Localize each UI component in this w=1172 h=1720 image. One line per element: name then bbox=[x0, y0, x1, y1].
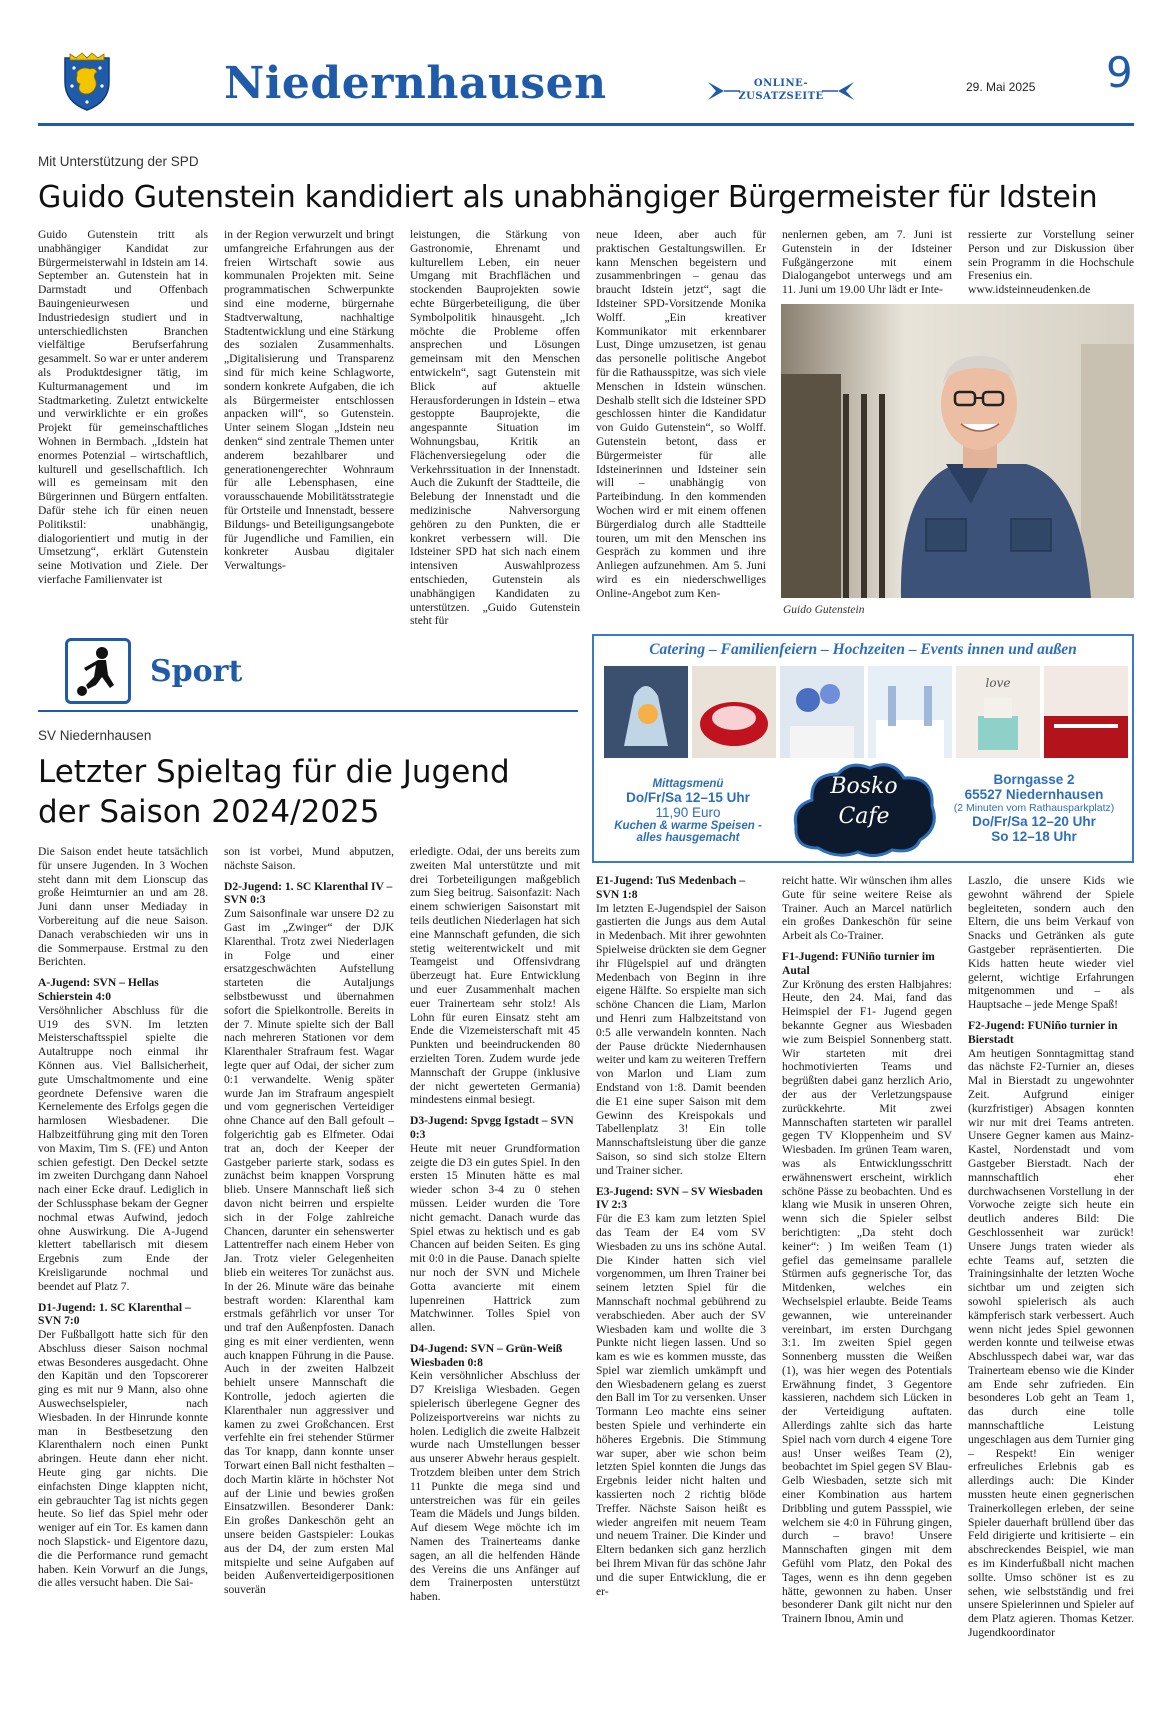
sport-column-3: erledigte. Odai, der uns bereits zum zweiten Mal unterstützte und mit drei Torbeteiligungen maßgeblich zum Sieg beitrug. Saisonfazit: Nach einem schwierigen Saisonstart mit teils deutlichen Niederlagen hat sich eine Mannschaft gefunden, die sich stetig weiterentwickelt und mit Teamgeist und Offensivdrang überzeugt hat. Eure Entwicklung und euer Zusammenhalt machen euer Trainerteam sehr stolz! Als Lohn für euren Einsatz steht am Ende die Vizemeisterschaft mit 45 Punkten und beeindruckenden 80 erzielten Toren. Zudem wurde jede Mannschaft der Gruppe (inklusive der nicht gewerteten Germania) mindestens einmal besiegt. D3-Jugend: Spvgg Igstadt – SVN 0:3 Heute mit neuer Grundformation zeigte die D3 ein gutes Spiel. In den ersten 15 Minuten hätte es mal wieder schon 3-4 zu 0 stehen müssen. Leider wurden die Tore nicht gemacht. Danach wurde das Spiel etwas zu hektisch und es gab Chancen auf beiden Seiten. Es ging mit 0:0 in die Pause. Danach spielte nur noch der SVN und Michele Gotta avancierte mit einem lupenreinen Hattrick zum Matchwinner. Tolles Spiel von allen. D4-Jugend: SVN – Grün-Weiß Wiesbaden 0:8 Kein versöhnlicher Abschluss der D7 Kreisliga Wiesbaden. Gegen spielerisch überlegene Gegner des Polizeisportvereins war nichts zu holen. Lediglich die zweite Halbzeit wurde nach Umstellungen besser aus unserer Abwehr heraus gespielt. Trotzdem bleiben unter dem Strich 11 Punkte die mega sind und unterstreichen was für ein geiles Team die Mädels und Jungs bilden. Auf diesem Wege möchte ich im Namen des Trainerteams danke sagen, an all die helfenden Hände des Vereins die uns Anfänger auf dem Trainerposten unterstützt haben. bbox=[410, 845, 580, 1604]
article-column-2: in der Region verwurzelt und bringt umfangreiche Erfahrungen aus der freien Wirtschaft sowie aus kommunalen Projekten mit. Seine programmatischen Schwerpunkte sind eine moderne, bürgernahe Stadtverwaltung, nachhaltige Stadtentwicklung und eine Stärkung des sozialen Zusammenhalts. „Digitalisierung und Transparenz sind für mich keine Schlagworte, sondern konkrete Aufgaben, die ich als Bürgermeister entschlossen anpacken will“, so Gutenstein. Unter seinem Slogan „Idstein neu denken“ sind zentrale Themen unter anderem bezahlbarer und generationengerechter Wohnraum für alle Lebensphasen, eine vorausschauende Mobilitätsstrategie für Ortsteile und Innenstadt, bessere Bildungs- und Beteiligungsangebote für Jugendliche und Familien, ein konkreter Ausbau digitaler Verwaltungs- bbox=[224, 228, 394, 573]
article-column-5: nenlernen geben, am 7. Juni ist Gutenstein in der Idsteiner Fußgängerzone mit einem Dialogangebot unterwegs und am 11. Juni um 19.00 Uhr lädt er Inte- bbox=[782, 228, 952, 297]
sport-column-6: Laszlo, die unsere Kids wie gewohnt während der Spiele begleiteten, sondern auch den Eltern, die uns beim Verkauf von Snacks und Getränken als gute Gastgeber repräsentierten. Die Kids hatten heute wieder viel gelernt, wichtige Erfahrungen mitgenommen und – als Hauptsache – jede Menge Spaß! F2-Jugend: FUNiño turnier in Bierstadt Am heutigen Sonntagmittag stand das nächste F2-Turnier an, dieses Mal in Bierstadt zu ungewohnter Zeit. Aufgrund einiger (kurzfristiger) Absagen konnten wir nur mit drei Teams antreten. Unsere Gegner kamen aus Mainz-Kastel, Nordenstadt und vom Gastgeber Bierstadt. Nach der mannschaftlich eher durchwachsenen Vorstellung in der Vorwoche zeigte sich heute ein deutlich anderes Bild: Die Geschlossenheit war zurück! Unsere Jungs traten wieder als echte Teams auf, setzten die Trainingsinhalte der letzten Woche sichtbar um und zeigten sich sowohl spielerisch als auch kämpferisch stark verbessert. Auch wenn nicht jedes Spiel gewonnen werden konnte und teilweise etwas Abschlusspech dabei war, war das Trainerteam ebenso wie die Kinder am Ende sehr zufrieden. Ein besonderes Lob geht an Team 1, das durch eine tolle mannschaftliche Leistung ungeschlagen aus dem Turnier ging – Respekt! Ein weniger erfreuliches Erlebnis gab es allerdings auch: Die Kinder mussten heute einen gegnerischen Trainerkollegen erleben, der seine Spieler dauerhaft brüllend über das Feld dirigierte und kritisierte – ein abschreckendes Beispiel, wie man es im Kinderfußball nicht machen sollte. Umso schöner ist es zu sehen, wie selbstständig und frei unsere Spielerinnen und Spieler auf dem Platz agieren. Thomas Ketzer. Jugendkoordinator bbox=[968, 874, 1134, 1640]
match-heading: A-Jugend: SVN – Hellas Schierstein 4:0 bbox=[38, 976, 159, 1003]
table-setting-photo bbox=[868, 666, 952, 758]
match-heading: D4-Jugend: SVN – Grün-Weiß Wiesbaden 0:8 bbox=[410, 1341, 563, 1369]
match-heading: F2-Jugend: FUNiño turnier in Bierstadt bbox=[968, 1018, 1118, 1046]
sport-section-title: Sport bbox=[150, 654, 243, 689]
bosko-cafe-logo bbox=[788, 756, 940, 860]
cafe-address: Borngasse 2 65527 Niedernhausen (2 Minuten vom Rathausparkplatz) Do/Fr/Sa 12–20 Uhr So 12–18 Uhr bbox=[953, 772, 1115, 844]
sport-column-2: son ist vorbei, Mund abputzen, nächste Saison. D2-Jugend: 1. SC Klarenthal IV – SVN 0:3 Zum Saisonfinale war unsere D2 zu Gast im „Zwinger“ der DJK Klarenthal. Trotz zwei Niederlagen in Folge und einer ersatzgeschwächten Aufstellung starteten die Autaljungs selbstbewusst und übernahmen sofort die Spielkontrolle. Bereits in der 7. Minute spielte sich der Ball nach mehreren Stationen vor dem Klarenthaler Strafraum fest. Wagar legte quer auf Odai, der sicher zum 0:1 verwandelte. Wenig später wurde Jan im Strafraum angespielt und vom gegnerischen Verteidiger ohne Chance auf den Ball gefoult – folgerichtig gab es Elfmeter. Odai trat an, doch der Keeper der Gastgeber parierte stark, sodass es zunächst beim knappen Vorsprung blieb. Unsere Mannschaft ließ sich davon nicht beirren und erspielte sich in der Folge zahlreiche Chancen, darunter ein sehenswerter Lattentreffer nach einem Heber von Jan. Trotz vieler Gelegenheiten blieb ein weiteres Tor zunächst aus. In der 26. Minute wäre das beinahe bestraft worden: Klarenthal kam erstmals gefährlich vor unser Tor und traf den Außenpfosten. Danach ging es mit einer verdienten, wenn auch knappen Führung in die Pause. Auch in der zweiten Halbzeit behielt unsere Mannschaft die Kontrolle, jedoch agierten die Klarenthaler nun aggressiver und kamen zu zwei Großchancen. Erst verfehlte ein frei stehender Stürmer das Tor knapp, dann konnte unser Torwart einen Ball nicht festhalten – doch Martin klärte in höchster Not auf der Linie und bewies großen Einsatzwillen. Besonderer Dank: Ein großes Dankeschön geht an unsere beiden Gastspieler: Loukas aus der D4, der zum ersten Mal mitspielte und seine Aufgaben auf beiden Außenverteidigerpositionen souverän bbox=[224, 845, 394, 1597]
issue-date: 29. Mai 2025 bbox=[966, 80, 1036, 94]
article-column-1: Guido Gutenstein tritt als unabhängiger Kandidat zur Bürgermeisterwahl in Idstein am 14. September an. Gutenstein hat in Darmstadt und Offenbach Bauingenieurwesen und Industriedesign studiert und in unterschiedlichsten Branchen vielfältige Berufserfahrung gesammelt. So war er unter anderem als Produktdesigner tätig, im Kulturmanagement und im Stadtmarketing. Zuletzt entwickelte und verwirklichte er ein großes Projekt für gemeinschaftliches Wohnen in Bermbach. „Idstein hat enormes Potenzial – wirtschaftlich, kulturell und gesellschaftlich. Ich will es gemeinsam mit den Bürgerinnen und Bürgern entfalten. Dafür stehe ich für einen neuen Politikstil: unabhängig, dialogorientiert und mutig in der Umsetzung“, erklärt Gutenstein seine Motivation und Ziele. Der vierfache Familienvater ist bbox=[38, 228, 208, 586]
article-kicker: Mit Unterstützung der SPD bbox=[38, 154, 199, 169]
match-heading: D3-Jugend: Spvgg Igstadt – SVN 0:3 bbox=[410, 1114, 574, 1141]
cake-topper-text: love bbox=[985, 676, 1011, 690]
sport-kicker: SV Niedernhausen bbox=[38, 728, 152, 743]
logo-text-bosko: Bosko bbox=[830, 774, 898, 799]
ad-tagline: Catering – Familienfeiern – Hochzeiten – Events innen und außen bbox=[649, 641, 1077, 658]
sport-headline-line-1: Letzter Spieltag für die Jugend bbox=[38, 754, 510, 790]
online-label: ONLINE- bbox=[753, 78, 809, 89]
match-heading: E3-Jugend: SVN – SV Wiesbaden IV 2:3 bbox=[596, 1184, 763, 1212]
photo-caption: Guido Gutenstein bbox=[783, 604, 865, 616]
match-heading: E1-Jugend: TuS Medenbach – SVN 1:8 bbox=[596, 874, 746, 901]
decoration-photo bbox=[780, 666, 864, 758]
match-heading: D2-Jugend: 1. SC Klarenthal IV – SVN 0:3 bbox=[224, 879, 393, 907]
article-headline: Guido Gutenstein kandidiert als unabhängiger Bürgermeister für Idstein bbox=[38, 180, 1098, 215]
sport-headline-line-2: der Saison 2024/2025 bbox=[38, 794, 380, 830]
logo-text-cafe: Cafe bbox=[838, 804, 890, 829]
coat-of-arms-icon bbox=[62, 52, 112, 112]
online-supplement-badge bbox=[706, 74, 856, 108]
event-hall-photo bbox=[1044, 666, 1128, 758]
campaign-link[interactable]: www.idsteinneudenken.de bbox=[968, 283, 1091, 297]
dessert-photo bbox=[692, 666, 776, 758]
article-column-4: neue Ideen, aber auch für praktischen Gestaltungswillen. Er kann Menschen begeistern und zusammenbringen – genau das braucht Idstein jetzt“, sagt die Idsteiner SPD-Vorsitzende Monika Wolff. „Ein kreativer Kommunikator mit erkennbarer Lust, Dinge umzusetzen, ist genau das personelle politische Angebot für die Rathausspitze, was sich viele Menschen in Idstein wünschen. Deshalb stellt sich die Idsteiner SPD geschlossen hinter die Kandidatur von Guido Gutenstein“, so Wolff. Gutenstein betont, dass er Bürgermeister für alle Idsteinerinnen und Idsteiner sein will – unabhängig von Parteibindung. In den kommenden Wochen wird er mit einem offenen Bürgerdialog durch alle Stadtteile touren, um mit den Menschen ins Gespräch zu kommen und ihre Anliegen aufzunehmen. Am 5. Juni wird es ein niederschwelliges Online-Angebot zum Ken- bbox=[596, 228, 766, 600]
article-column-6: ressierte zur Vorstellung seiner Person und zur Diskussion über sein Programm in die Hochschule Fresenius ein. www.idsteinneudenken.de bbox=[968, 228, 1134, 297]
sport-column-4: E1-Jugend: TuS Medenbach – SVN 1:8 Im letzten E-Jugendspiel der Saison gastierten die Jungs aus dem Autal in Medenbach. Mit ihrer gewohnten Spielweise drückten sie dem Gegner ihr Flügelspiel auf und drängten Medenbach von Beginn in ihre eigene Hälfte. So erspielte man sich schöne Chancen die Liam, Marlon und Henri zum Halbzeitstand von 0:5 alle verwandeln konnten. Nach der Pause drückte Niedernhausen weiter und kam zu weiteren Treffern von Marlon und Liam zum Endstand von 1:8. Damit beenden die E1 eine super Saison mit dem Gewinn des Kreispokals und Tabellenplatz 3! Ein tolle Mannschaftsleistung über die ganze Saison, so sind sich stolze Eltern und Trainer sicher. E3-Jugend: SVN – SV Wiesbaden IV 2:3 Für die E3 kam zum letzten Spiel das Team der E4 vom SV Wiesbaden zu uns ins schöne Autal. Die Kinder hatten sich viel vorgenommen, um Ihren Trainer bei seinem letzten Spiel für die Mannschaft nochmal gebührend zu verabschieden. Aber auch der SV Wiesbaden kam und wollte die 3 Punkte nicht liegen lassen. Und so kam es wie es kommen musste, das Spiel war ziemlich umkämpft und den Wiesbadenern gelang es zuerst den Ball im Tor zu versenken. Unser Tormann Leo machte eins seiner besten Spiele und verhinderte ein höheres Ergebnis. Die Stimmung war super, aber wie schon beim letzten Spiel konnten die Jungs das Ergebnis leider nicht halten und kassierten noch 2 richtig blöde Treffer. Nächste Saison heißt es wieder angreifen mit neuem Team und neuem Trainer. Die Kinder und Eltern bedanken sich ganz herzlich bei Ihrem Mivan für das schöne Jahr und die super Entwicklung, die er er- bbox=[596, 874, 766, 1598]
match-heading: D1-Jugend: 1. SC Klarenthal – SVN 7:0 bbox=[38, 1300, 191, 1328]
sport-divider bbox=[38, 710, 578, 712]
match-heading: F1-Jugend: FUNiño turnier im Autal bbox=[782, 949, 935, 977]
sport-column-1: Die Saison endet heute tatsächlich für unsere Jugenden. In 3 Wochen steht dann mit dem Lionscup das große Heimturnier an und am 28. Juni dann unser Mediaday in Vorbereitung auf die neue Saison. Danach verabschieden wir uns in die Sommerpause. Erstmal zu den Berichten. A-Jugend: SVN – Hellas Schierstein 4:0 Versöhnlicher Abschluss für die U19 des SVN. Im letzten Meisterschaftsspiel spielte die Autaltruppe noch einmal ihr Können aus. Viel Ballsicherheit, gute Umschaltmomente und eine geordnete Defensive waren die Kernelemente des Erfolgs gegen die harmlosen Wiesbadener. Die Halbzeitführung ging mit den Toren von Maxim, Tim S. (FE) und Anton schien gefestigt. Den Deckel setzte im zweiten Durchgang dann Nahoel nach einer Ecke drauf. Lediglich in der Schlussphase bekam der Gegner nochmal etwas Aufwind, jedoch ohne Auswirkung. Die A-Jugend klettert tabellarisch mit diesem Ergebnis zum Ende der Kreisligarunde nochmal und beendet auf Platz 7. D1-Jugend: 1. SC Klarenthal – SVN 7:0 Der Fußballgott hatte sich für den Abschluss dieser Saison nochmal etwas Besonderes ausgedacht. Ohne den Kapitän und den Topscorerer ging es mit nur 9 Mann, also ohne Auswechselspieler, nach Wiesbaden. In der Hinrunde konnte man in Bestbesetzung den Klarenthalern noch einen Punkt abringen. Heute dann eher nicht. Heute ging gar nichts. Die einfachsten Dinge klappten nicht, ein gebrauchter Tag ist nichts gegen heute. So lief das Spiel mehr oder weniger auf ein Tor. Es kamen dann noch Slapstick- und Eigentore dazu, die die Performance rund gemacht haben. Kein Vorwurf an die Jungs, die alles versucht haben. Die Sai- bbox=[38, 845, 208, 1590]
header-divider bbox=[38, 123, 1134, 126]
section-title: Niedernhausen bbox=[224, 58, 607, 109]
football-player-icon bbox=[65, 638, 131, 704]
sport-headline bbox=[38, 752, 518, 832]
ad-photo-strip bbox=[604, 666, 1124, 758]
sport-column-5: reicht hatte. Wir wünschen ihm alles Gute für seine weitere Reise als Trainer. Auch an Marcel natürlich ein großes Dankeschön für seine Arbeit als Co-Trainer. F1-Jugend: FUNiño turnier im Autal Zur Krönung des ersten Halbjahres: Heute, den 24. Mai, fand das Heimspiel der F1- Jugend gegen bekannte Gegner aus Wiesbaden wie zum Beispiel Sonnenberg statt. Wir starteten mit drei hochmotivierten Teams und begrüßten dabei ganz herzlich Ario, der aus der Verletzungspause zurückkehrte. Mit zwei Mannschaften starteten wir parallel gegen TV Kloppenheim und SV Wiesbaden. Im grünen Team waren, was als Entwicklungsschritt erwähnenswert erscheint, wirklich schöne Pässe zu beobachten. Und es klang wie Musik in unseren Ohren, wenn sich die Spieler selbst berichtigten: „Da steht doch keiner“: ) Im weißen Team (1) gefiel das gemeinsame parallele Stürmen aufs gegnerische Tor, das Mitdenken, welches ein Wechselspiel erlaubte. Beide Teams gewannen, wie untereinander vereinbart, im ersten Durchgang 3:1. Im zweiten Spiel gegen Sonnenberg mussten die Weißen (1), was hier wegen des Potentials Erwähnung findet, 3 Gegentore kassieren, nachdem sich Lücken in der Verteidigung auftaten. Allerdings zahlte sich das harte Spiel nach vorn durch 4 eigene Tore aus! Unser weißes Team (2), beobachtet im Spiel gegen SV Blau-Gelb Wiesbaden, setzte sich mit einer Kombination aus hartem Dribbling und gutem Passspiel, wie welchem sie 4:0 in Führung gingen, durch – bravo! Unsere Mannschaften gingen mit dem Gefühl vom Platz, den Pokal des Tages, wenn es ihn denn gegeben hätte, gewonnen zu haben. Unser besonderer Dank gilt nicht nur den Trainern Ibnou, Amin und bbox=[782, 874, 952, 1626]
ice-sculpture-photo bbox=[604, 666, 688, 758]
lunch-info: Mittagsmenü Do/Fr/Sa 12–15 Uhr 11,90 Euro Kuchen & warme Speisen - alles hausgemacht bbox=[614, 778, 762, 844]
article-column-3: leistungen, die Stärkung von Gastronomie, Ehrenamt und kulturellem Leben, ein neuer Umgang mit Brachflächen und stockenden Bauprojekten sowie echte Bürgerbeteiligung, die über Symbolpolitik hinausgeht. „Ich möchte die Probleme offen ansprechen und Lösungen gemeinsam mit den Menschen entwickeln“, sagt Gutenstein mit Blick auf aktuelle Herausforderungen in Idstein – etwa gestoppte Bauprojekte, die angespannte Situation im Wohnungsbau, Kritik an Flächenversiegelung oder die Verkehrssituation in der Innenstadt. Auch die Zukunft der Stadtteile, die Belebung der Innenstadt und die medizinische Nahversorgung gehören zu den Punkten, die er konkret verbessern will. Die Idsteiner SPD hat sich nach einem intensiven Auswahlprozess entschieden, Gutenstein als unabhängigen Kandidaten zu unterstützen. „Guido Gutenstein steht für bbox=[410, 228, 580, 628]
portrait-photo bbox=[781, 304, 1134, 598]
supplement-label: ZUSATZSEITE bbox=[738, 91, 824, 102]
cafe-advertisement bbox=[592, 634, 1134, 863]
page-number: 9 bbox=[1106, 48, 1133, 97]
wedding-cake-photo bbox=[956, 666, 1040, 758]
